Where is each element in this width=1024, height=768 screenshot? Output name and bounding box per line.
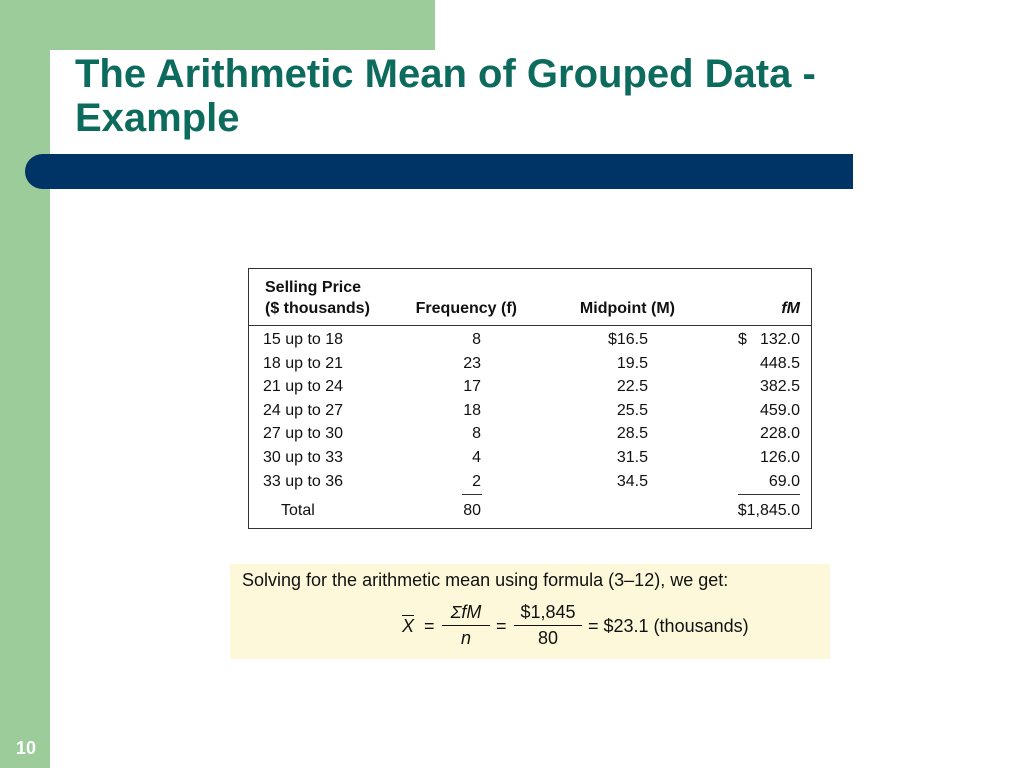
header-frequency-label: Frequency (f) [415,300,517,317]
grouped-data-table [248,268,812,529]
row-frequency: 8 [472,425,481,442]
fraction-sum-fm-over-n [442,602,490,649]
row-midpoint: $16.5 [607,331,648,348]
header-divider [249,325,811,326]
frac2-bar [514,625,582,626]
fm-sum-underline [738,494,800,495]
row-fm: 459.0 [759,402,800,419]
row-midpoint: 22.5 [616,378,648,395]
row-midpoint: 31.5 [616,449,648,466]
total-fm: $1,845.0 [737,502,800,519]
row-range: 27 up to 30 [263,425,344,442]
row-fm: 126.0 [759,449,800,466]
frac1-numerator: ΣfM [450,602,482,622]
row-frequency: 8 [472,331,481,348]
solution-text: Solving for the arithmetic mean using formula (3–12), we get: [242,570,729,590]
top-green-band [0,0,435,50]
header-midpoint: Midpoint (M) [579,300,675,317]
frac2-denominator: 80 [537,628,559,648]
row-midpoint: 19.5 [616,355,648,372]
row-midpoint: 28.5 [616,425,648,442]
header-selling-price: Selling Price [265,279,362,296]
row-midpoint: 34.5 [616,473,648,490]
x-bar-symbol: $\overline{X}$ [402,616,415,636]
total-label: Total [281,502,315,519]
row-range: 18 up to 21 [263,355,344,372]
row-frequency: 2 [472,473,481,490]
row-range: 33 up to 36 [263,473,344,490]
left-green-band [0,0,50,768]
slide-title: The Arithmetic Mean of Grouped Data - Example [75,52,816,140]
header-price-units: ($ thousands) [265,300,370,317]
row-fm-dollar-sign: $ [738,331,747,348]
row-frequency: 23 [463,355,481,372]
row-fm: 132.0 [759,331,800,348]
row-range: 21 up to 24 [263,378,344,395]
row-fm: 228.0 [759,425,800,442]
row-fm: 382.5 [759,378,800,395]
equals-2: = [496,616,507,636]
title-underline-bar [25,154,853,189]
row-frequency: 4 [472,449,481,466]
row-fm: 448.5 [759,355,800,372]
frac2-numerator: $1,845 [520,602,576,622]
header-fm: fM [781,300,800,317]
formula-result: = $23.1 (thousands) [588,616,749,636]
row-frequency: 17 [463,378,481,395]
header-frequency [416,300,517,318]
equals-1: = [424,616,435,636]
frac1-denominator: n [460,628,471,648]
slide-number: 10 [15,738,37,758]
row-range: 15 up to 18 [263,331,344,348]
row-frequency: 18 [463,402,481,419]
row-fm: 69.0 [768,473,800,490]
solution-box [230,564,830,659]
frac1-bar [442,625,490,626]
fraction-values [514,602,582,649]
row-range: 24 up to 27 [263,402,344,419]
row-range: 30 up to 33 [263,449,344,466]
frequency-sum-underline [462,494,482,495]
total-frequency: 80 [463,502,481,519]
row-midpoint: 25.5 [616,402,648,419]
